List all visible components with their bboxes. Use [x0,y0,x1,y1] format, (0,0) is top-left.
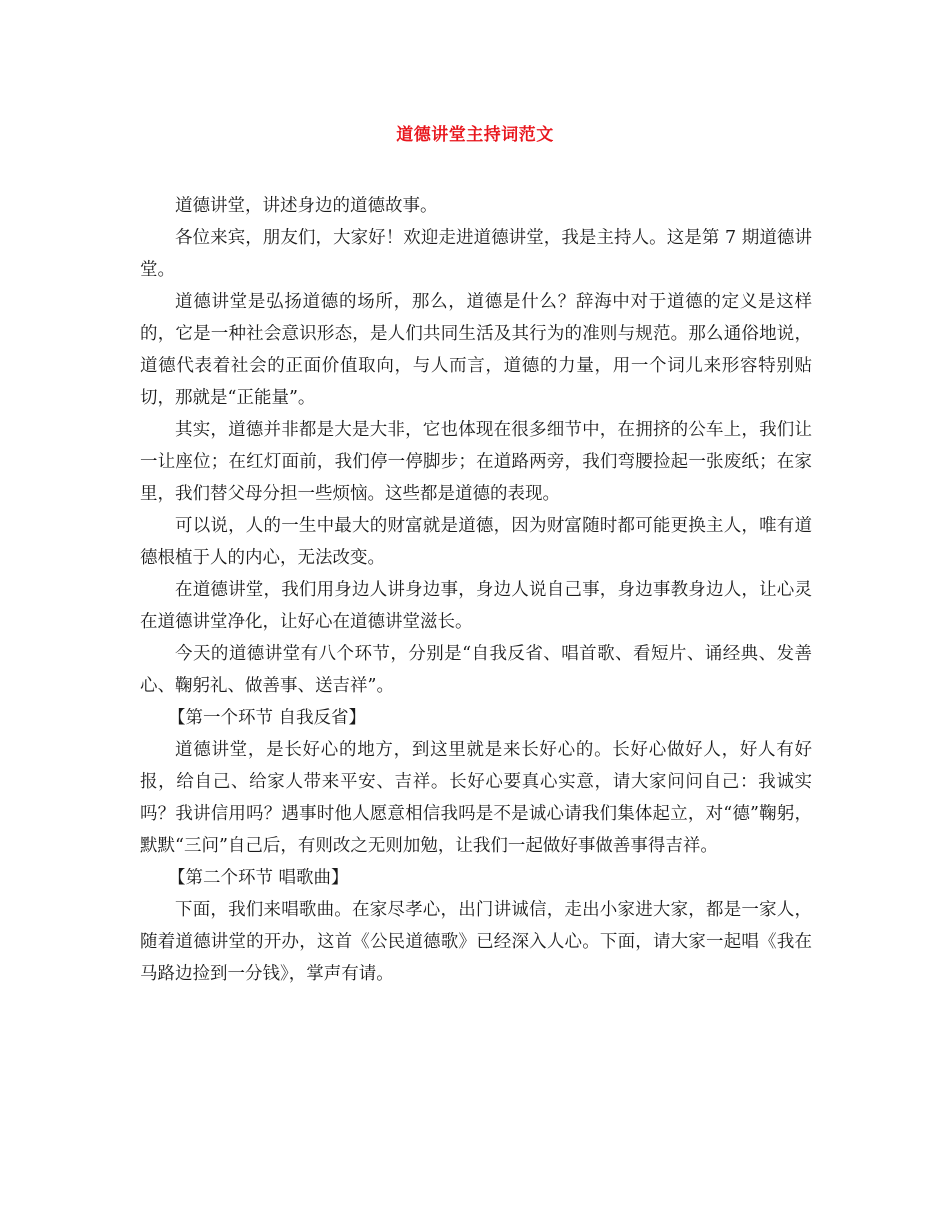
section-heading: 【第一个环节 自我反省】 [168,708,367,728]
document-body [140,190,812,990]
paragraph: 可以说，人的一生中最大的财富就是道德，因为财富随时都可能更换主人，唯有道德根植于人的内心，无法改变。 [140,516,812,568]
paragraph: 其实，道德并非都是大是大非，它也体现在很多细节中，在拥挤的公车上，我们让一让座位；在红灯面前，我们停一停脚步；在道路两旁，我们弯腰捡起一张废纸；在家里，我们替父母分担一些烦恼。这些都是道德的表现。 [140,420,812,504]
paragraph: 下面，我们来唱歌曲。在家尽孝心，出门讲诚信，走出小家进大家，都是一家人，随着道德讲堂的开办，这首《公民道德歌》已经深入人心。下面，请大家一起唱《我在马路边捡到一分钱》，掌声有请。 [140,900,812,984]
paragraph: 道德讲堂，是长好心的地方，到这里就是来长好心的。长好心做好人，好人有好报，给自己、给家人带来平安、吉祥。长好心要真心实意，请大家问问自己：我诚实吗？我讲信用吗？遇事时他人愿意相信我吗是不是诚心请我们集体起立，对“德”鞠躬，默默“三问”自己后，有则改之无则加勉，让我们一起做好事做善事得吉祥。 [140,740,812,856]
paragraph: 今天的道德讲堂有八个环节，分别是“自我反省、唱首歌、看短片、诵经典、发善心、鞠躬礼、做善事、送吉祥”。 [140,644,812,696]
document-title: 道德讲堂主持词范文 [396,125,554,145]
paragraph: 道德讲堂，讲述身边的道德故事。 [175,196,438,216]
paragraph: 道德讲堂是弘扬道德的场所，那么，道德是什么？辞海中对于道德的定义是这样的，它是一种社会意识形态，是人们共同生活及其行为的准则与规范。那么通俗地说，道德代表着社会的正面价值取向，与人而言，道德的力量，用一个词儿来形容特别贴切，那就是“正能量”。 [140,292,812,408]
paragraph: 各位来宾，朋友们，大家好！欢迎走进道德讲堂，我是主持人。这是第 7 期道德讲堂。 [140,228,812,280]
paragraph: 在道德讲堂，我们用身边人讲身边事，身边人说自己事，身边事教身边人，让心灵在道德讲堂净化，让好心在道德讲堂滋长。 [140,580,812,632]
section-heading: 【第二个环节 唱歌曲】 [168,868,349,888]
